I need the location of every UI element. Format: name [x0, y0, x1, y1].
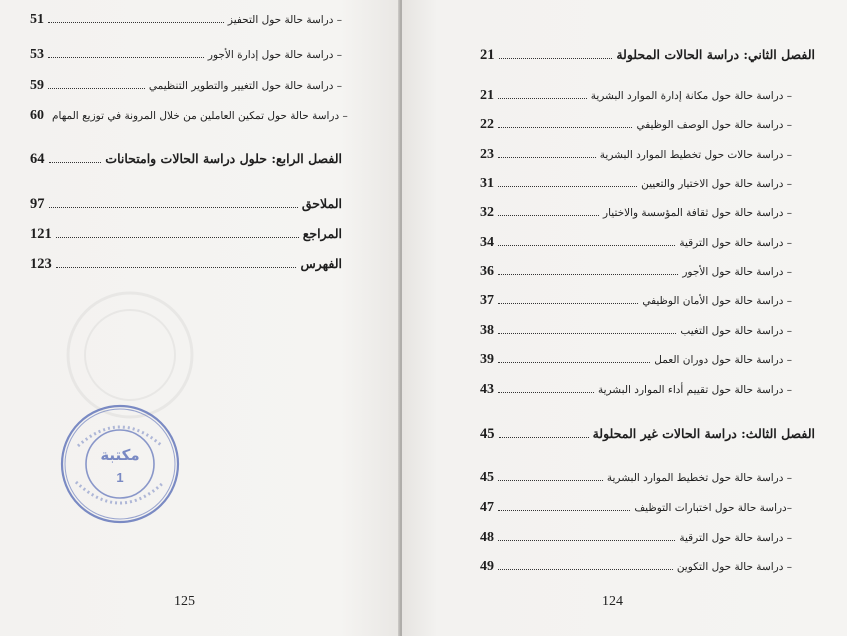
toc-page-number: 123: [30, 256, 52, 272]
toc-page-number: 39: [480, 352, 494, 367]
toc-page-number: 38: [480, 323, 494, 338]
toc-leader: [498, 245, 675, 246]
toc-chapter-title: الفهرس: [300, 256, 342, 271]
toc-page-number: 37: [480, 293, 494, 308]
toc-chapter-entry[interactable]: [30, 151, 342, 168]
toc-entry-title: – دراسة حالة حول التحفيز: [227, 14, 342, 26]
toc-entry-title: – دراسة حالة حول الأجور: [682, 266, 792, 278]
toc-leader: [498, 510, 630, 511]
toc-entry-title: – دراسة حالة حول الوصف الوظيفي: [636, 119, 792, 131]
toc-page-number: 48: [480, 530, 494, 545]
toc-entry[interactable]: [30, 78, 342, 94]
toc-leader: [498, 569, 673, 570]
toc-entry[interactable]: [480, 235, 792, 251]
toc-chapter-entry[interactable]: [480, 426, 815, 443]
stamp-number: 1: [116, 470, 124, 485]
toc-page-number: 60: [30, 108, 44, 123]
toc-entry-title: – دراسة حالة حول تقييم أداء الموارد البشرية: [597, 384, 792, 396]
toc-page-number: 49: [480, 559, 494, 574]
toc-page-number: 32: [480, 205, 494, 220]
library-stamp: [58, 402, 182, 526]
toc-entry[interactable]: [480, 500, 792, 516]
toc-entry[interactable]: [480, 205, 792, 221]
toc-entry[interactable]: [480, 88, 792, 104]
toc-leader: [498, 392, 594, 393]
toc-entry-title: – دراسة حالة حول الترقية: [679, 237, 792, 249]
toc-entry-title: – دراسة حالة حول مكانة إدارة الموارد البشرية: [590, 90, 792, 102]
stamp-icon: [58, 402, 182, 526]
toc-page-number: 53: [30, 47, 44, 62]
toc-page-number: 121: [30, 226, 52, 242]
toc-entry-title: – دراسة حالة حول ثقافة المؤسسة والاختيار: [603, 207, 792, 219]
toc-leader: [56, 267, 297, 268]
page-number: 124: [602, 594, 623, 609]
toc-entry[interactable]: [30, 12, 342, 28]
toc-leader: [498, 127, 632, 128]
right-page: [402, 0, 847, 636]
page-number: 125: [174, 594, 195, 609]
toc-leader: [498, 303, 638, 304]
toc-chapter-entry[interactable]: [480, 47, 815, 64]
toc-page-number: 34: [480, 235, 494, 250]
toc-leader: [498, 480, 603, 481]
toc-entry[interactable]: [480, 470, 792, 486]
toc-entry-title: –دراسة حالة حول اختبارات التوظيف: [634, 502, 792, 514]
toc-entry-title: – دراسة حالة حول تمكين العاملين من خلال المرونة في توزيع المهام: [52, 110, 348, 122]
toc-entry[interactable]: [480, 293, 792, 309]
toc-leader: [48, 57, 204, 58]
toc-leader: [498, 98, 587, 99]
toc-entry-title: – دراسة حالات حول تخطيط الموارد البشرية: [599, 149, 792, 161]
toc-page-number: 45: [480, 426, 495, 442]
toc-chapter-title: الفصل الثاني: دراسة الحالات المحلولة: [616, 47, 815, 62]
toc-page-number: 21: [480, 47, 495, 63]
toc-page-number: 97: [30, 196, 45, 212]
toc-page-number: 64: [30, 151, 45, 167]
toc-page-number: 59: [30, 78, 44, 93]
toc-leader: [49, 162, 102, 163]
toc-entry[interactable]: [30, 47, 342, 63]
stamp-label: مكتبة: [100, 446, 140, 464]
toc-entry-title: – دراسة حالة حول الاختيار والتعيين: [641, 178, 792, 190]
toc-chapter-title: الملاحق: [301, 196, 342, 211]
left-page: [0, 0, 400, 636]
toc-leader: [49, 207, 298, 208]
toc-leader: [48, 22, 224, 23]
toc-chapter-entry[interactable]: [30, 256, 342, 273]
toc-page-number: 31: [480, 176, 494, 191]
toc-page-number: 43: [480, 382, 494, 397]
toc-entry[interactable]: [30, 108, 348, 124]
toc-page-number: 36: [480, 264, 494, 279]
toc-page-number: 47: [480, 500, 494, 515]
toc-leader: [499, 58, 613, 59]
toc-entry-title: – دراسة حالة حول التكوين: [676, 561, 792, 573]
toc-leader: [499, 437, 589, 438]
toc-entry[interactable]: [480, 117, 792, 133]
toc-leader: [498, 157, 596, 158]
toc-chapter-title: المراجع: [302, 226, 342, 241]
toc-entry[interactable]: [480, 559, 792, 575]
toc-chapter-title: الفصل الثالث: دراسة الحالات غير المحلولة: [592, 426, 815, 441]
toc-entry-title: – دراسة حالة حول دوران العمل: [654, 354, 792, 366]
toc-page-number: 23: [480, 147, 494, 162]
toc-entry-title: – دراسة حالة حول الأمان الوظيفي: [642, 295, 792, 307]
toc-entry[interactable]: [480, 530, 792, 546]
toc-leader: [498, 540, 675, 541]
toc-entry-title: – دراسة حالة حول التغيير والتطوير التنظيمي: [148, 80, 342, 92]
toc-leader: [498, 274, 678, 275]
toc-chapter-entry[interactable]: [30, 226, 342, 243]
toc-leader: [48, 88, 145, 89]
toc-entry[interactable]: [480, 323, 792, 339]
toc-leader: [498, 333, 676, 334]
toc-page-number: 21: [480, 88, 494, 103]
toc-page-number: 51: [30, 12, 44, 27]
toc-entry-title: – دراسة حالة حول تخطيط الموارد البشرية: [606, 472, 792, 484]
toc-leader: [498, 215, 599, 216]
toc-page-number: 45: [480, 470, 494, 485]
toc-page-number: 22: [480, 117, 494, 132]
toc-entry[interactable]: [480, 147, 792, 163]
toc-chapter-title: الفصل الرابع: حلول دراسة الحالات وامتحانات: [105, 151, 342, 166]
toc-leader: [498, 186, 637, 187]
toc-entry-title: – دراسة حالة حول الترقية: [679, 532, 792, 544]
toc-entry[interactable]: [480, 382, 792, 398]
toc-entry[interactable]: [480, 264, 792, 280]
toc-entry-title: – دراسة حالة حول إدارة الأجور: [207, 49, 342, 61]
toc-entry[interactable]: [480, 352, 792, 368]
toc-leader: [498, 362, 650, 363]
toc-leader: [56, 237, 299, 238]
toc-entry-title: – دراسة حالة حول التغيب: [680, 325, 792, 337]
toc-entry[interactable]: [480, 176, 792, 192]
toc-chapter-entry[interactable]: [30, 196, 342, 213]
